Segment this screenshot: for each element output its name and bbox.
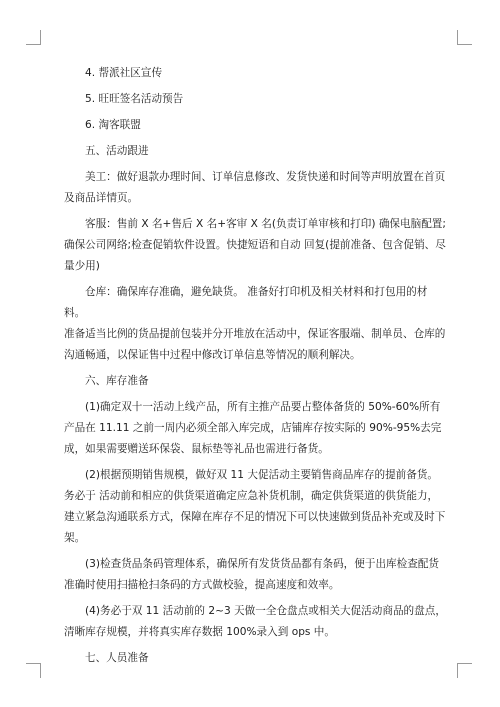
paragraph: 仓库：确保库存准确，避免缺货。 准备好打印机及相关材料和打包用的材料。 xyxy=(64,286,428,319)
section-heading: 六、库存准备 xyxy=(85,375,149,387)
list-item: 5. 旺旺签名活动预告 xyxy=(85,93,184,105)
section-heading: 七、人员准备 xyxy=(85,652,149,664)
paragraph: 美工：做好退款办理时间、订单信息修改、发货快递和时间等声明放置在首页及商品详情页。 xyxy=(64,171,446,204)
list-item: 6. 淘客联盟 xyxy=(85,119,141,131)
paragraph: (4)务必于双 11 活动前的 2~3 天做一全仓盘点或相关大促活动商品的盘点，清晰库存规模，并将真实库存数据 100%录入到 ops 中。 xyxy=(64,605,446,638)
list-item: 4. 帮派社区宣传 xyxy=(85,67,163,79)
crop-mark-top-right xyxy=(457,30,472,45)
document-body xyxy=(64,63,446,669)
paragraph: (3)检查货品条码管理体系，确保所有发货货品都有条码，便于出库检查配货准确时使用扫描枪扫条码的方式做校验，提高速度和效率。 xyxy=(64,558,440,591)
paragraph: (1)确定双十一活动上线产品，所有主推产品要占整体备货的 50%-60%所有产品在 11.11 之前一周内必须全部入库完成，店铺库存按实际的 90%-95%去完成，如果需要赠送环保袋、鼠标垫等礼品也需进行备货。 xyxy=(64,401,442,455)
paragraph: 客服：售前 X 名+售后 X 名+客审 X 名(负责订单审核和打印) 确保电脑配置;确保公司网络;检查促销软件设置。快捷短语和自动 回复(提前准备、包含促销、尽量少用) xyxy=(64,218,446,272)
section-heading: 五、活动跟进 xyxy=(85,145,149,157)
crop-mark-bottom-left xyxy=(26,663,41,678)
paragraph: 准备适当比例的货品提前包装并分开堆放在活动中，保证客服端、制单员、仓库的沟通畅通，以保证售中过程中修改订单信息等情况的顺利解决。 xyxy=(64,328,446,361)
crop-mark-bottom-right xyxy=(457,663,472,678)
crop-mark-top-left xyxy=(26,30,41,45)
paragraph: (2)根据预期销售规模，做好双 11 大促活动主要销售商品库存的提前备货。务必于 活动前和相应的供货渠道确定应急补货机制，确定供货渠道的供货能力，建立紧急沟通联系方式，保障在库存不足的情况下可以快速做到货品补充或及时下架。 xyxy=(64,469,446,544)
